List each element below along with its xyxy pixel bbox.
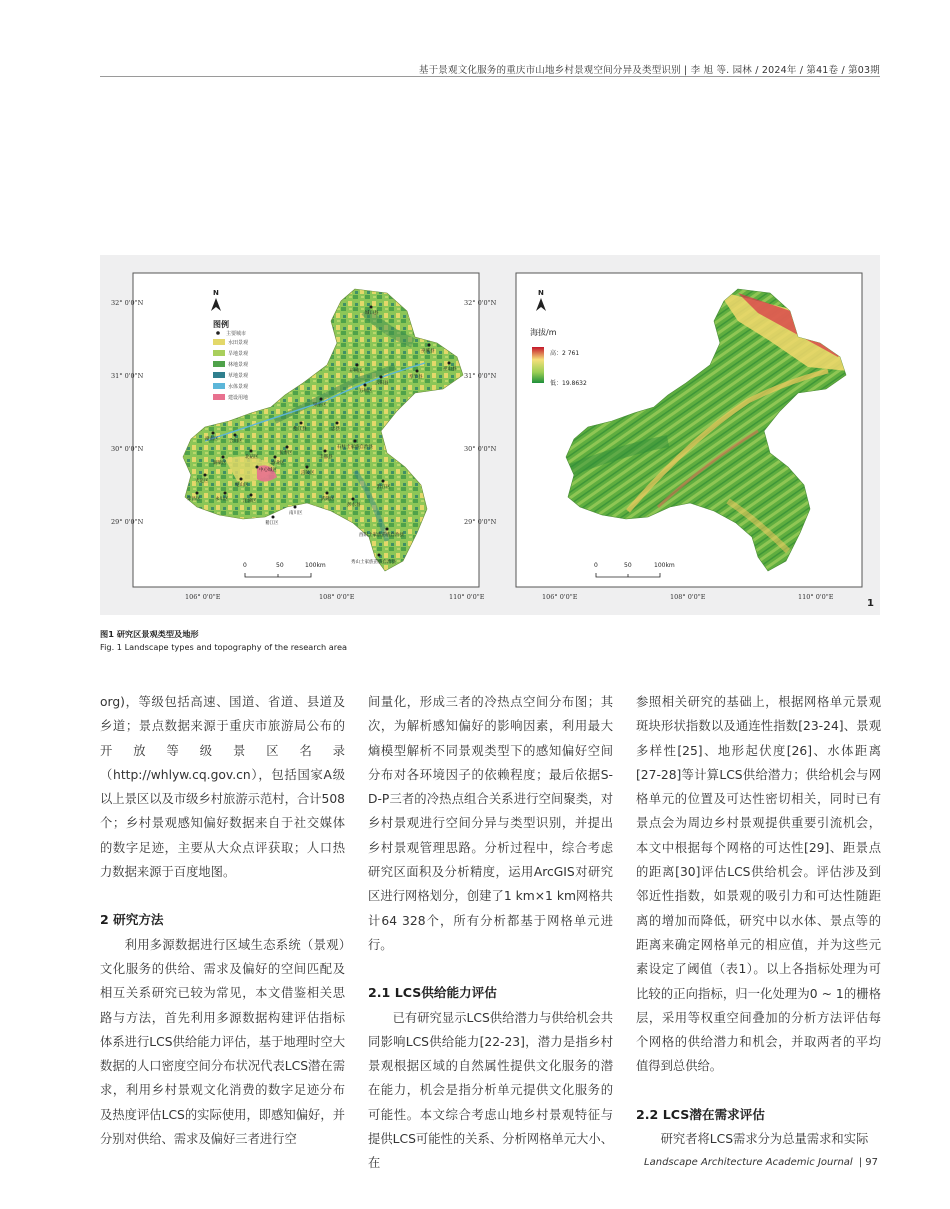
elevation-color-ramp bbox=[532, 347, 544, 383]
city-label: 长寿区 bbox=[279, 451, 293, 456]
section-heading: 2 研究方法 bbox=[100, 912, 164, 928]
scale-label-50: 50 bbox=[276, 562, 284, 569]
lat-label-32: 32° 0'0"N bbox=[111, 299, 144, 307]
legend-title: 图例 bbox=[213, 320, 229, 329]
legend-swatch bbox=[213, 350, 225, 356]
text-column-3 bbox=[636, 690, 881, 1151]
paragraph: 间量化，形成三者的冷热点空间分布图；其次，为解析感知偏好的影响因素，利用最大熵模型解析不同景观类型下的感知偏好空间分布对各环境因子的依赖程度；最后依据S-D-P三者的冷热点组合关系进行空间聚类，对乡村景观进行空间分异与类型识别，并提出乡村景观管理思路。分析过程中，综合考虑研究区面积及分析精度，运用ArcGIS对研究区进行网格划分，创建了1 km×1 km网格共计64 328个，所有分析都基于网格单元进行。 bbox=[368, 695, 613, 952]
city-label: 秀山土家族苗族自治县 bbox=[351, 560, 396, 565]
legend-swatch bbox=[213, 394, 225, 400]
landscape-map-svg bbox=[111, 271, 485, 601]
lon-label-106: 106° 0'0"E bbox=[185, 593, 221, 601]
lat-label-32: 32° 0'0"N bbox=[464, 299, 497, 307]
lat-label-29: 29° 0'0"N bbox=[464, 518, 497, 526]
city-label: 巫山县 bbox=[443, 367, 457, 372]
section-heading: 2.1 LCS供给能力评估 bbox=[368, 985, 497, 1001]
legend-item-label: 建设用地 bbox=[228, 395, 249, 401]
city-label: 武隆区 bbox=[321, 497, 335, 502]
city-label: 江津区 bbox=[243, 499, 257, 504]
city-label: 忠县 bbox=[331, 427, 340, 432]
paragraph: org)，等级包括高速、国道、省道、县道及乡道；景点数据来源于重庆市旅游局公布的开放等级景区名录（http://whlyw.cq.gov.cn），包括国家A级以上景区以及市级乡村旅游示范村，合计508个；乡村景观感知偏好数据来自于社交媒体的数字足迹，主要从大众点评获取；人口热力数据来源于百度地图。 bbox=[100, 695, 345, 880]
city-label: 大足区 bbox=[195, 479, 209, 484]
page-footer bbox=[644, 1157, 878, 1168]
city-label: 綦江区 bbox=[265, 521, 279, 526]
city-label: 垫江县 bbox=[293, 427, 307, 432]
elevation-map bbox=[464, 271, 852, 601]
figure-1 bbox=[100, 255, 880, 615]
lon-label-110: 110° 0'0"E bbox=[798, 593, 834, 601]
caption-en: Fig. 1 Landscape types and topography of the research area bbox=[100, 642, 348, 652]
lon-label-110: 110° 0'0"E bbox=[449, 593, 485, 601]
lat-label-30: 30° 0'0"N bbox=[464, 445, 497, 453]
elevation-map-svg bbox=[464, 271, 852, 601]
city-label: 渝北区 bbox=[271, 461, 285, 466]
city-label: 荣昌区 bbox=[187, 497, 201, 502]
running-header: 基于景观文化服务的重庆市山地乡村景观空间分异及类型识别 | 李 旭 等. 园林 / 2024年 / 第41卷 / 第03期 bbox=[418, 65, 880, 76]
legend-item-label: 水体景观 bbox=[228, 384, 249, 390]
scale-label-100: 100km bbox=[654, 562, 675, 569]
legend-city-symbol bbox=[216, 331, 220, 335]
paragraph: 已有研究显示LCS供给潜力与供给机会共同影响LCS供给能力[22-23]，潜力是指乡村景观根据区域的自然属性提供文化服务的潜在能力，机会是指分析单元提供文化服务的可能性。本文综合考虑山地乡村景观特征与提供LCS可能性的关系、分析网格单元大小、在 bbox=[368, 1010, 613, 1171]
legend-item-label: 水田景观 bbox=[228, 340, 249, 346]
city-label: 石柱土家族自治县 bbox=[337, 445, 373, 450]
city-label: 永川区 bbox=[215, 497, 229, 502]
elevation-low-label: 低：19.8632 bbox=[550, 380, 587, 387]
north-label: N bbox=[538, 289, 544, 297]
city-label: 奉节县 bbox=[409, 375, 423, 380]
figure-caption bbox=[100, 628, 600, 654]
legend-item-label: 林地景观 bbox=[228, 362, 249, 368]
lon-label-106: 106° 0'0"E bbox=[542, 593, 578, 601]
legend-swatch bbox=[213, 361, 225, 367]
city-label: 合川区 bbox=[229, 439, 243, 444]
legend-item-label: 主要城市 bbox=[226, 331, 247, 337]
caption-zh: 图1 研究区景观类型及地形 bbox=[100, 629, 199, 639]
legend-item-label: 草地景观 bbox=[228, 373, 249, 379]
lon-label-108: 108° 0'0"E bbox=[319, 593, 355, 601]
section-heading: 2.2 LCS潜在需求评估 bbox=[636, 1106, 765, 1122]
city-label: 黔江区 bbox=[377, 485, 391, 490]
paragraph: 利用多源数据进行区域生态系统（景观）文化服务的供给、需求及偏好的空间匹配及相互关系研究已较为常见，本文借鉴相关思路与方法，首先利用多源数据构建评估指标体系进行LCS供给能力评估，基于地理时空大数据的人口密度空间分布状况代表LCS潜在需求，利用乡村景观文化消费的数字足迹分布及热度评估LCS的实际使用，即感知偏好，并分别对供给、需求及偏好三者进行空 bbox=[100, 937, 345, 1147]
city-label: 云阳县 bbox=[375, 381, 389, 386]
city-label: 潼南区 bbox=[205, 437, 219, 442]
scale-label-50: 50 bbox=[624, 562, 632, 569]
elevation-high-label: 高：2 761 bbox=[550, 350, 580, 357]
header-rule bbox=[100, 76, 880, 77]
page-number: | 97 bbox=[858, 1157, 878, 1168]
paragraph: 参照相关研究的基础上，根据网格单元景观斑块形状指数以及通连性指数[23-24]、景观多样性[25]、地形起伏度[26]、水体距离[27-28]等计算LCS供给潜力；供给机会与网格单元的位置及可达性密切相关，同时已有景点会为周边乡村景观提供重要引流机会，本文中根据每个网格的可达性[29]、距景点的距离[30]评估LCS供给机会。评估涉及到邻近性指数，如景观的吸引力和可达性随距离的增加而降低，研究中以水体、景点等的距离来确定网格单元的相应值，并为这些元素设定了阈值（表1）。以上各指标处理为可比较的正向指标，归一化处理为0 ~ 1的栅格层，采用等权重空间叠加的分析方法评估每个网格的供给潜力和机会，并取两者的平均值得到总供给。 bbox=[636, 695, 881, 1074]
scale-label-0: 0 bbox=[594, 562, 598, 569]
city-label: 城口县 bbox=[365, 311, 379, 316]
city-label: 开州区 bbox=[349, 369, 363, 374]
elevation-legend-title: 海拔/m bbox=[530, 328, 557, 337]
legend-swatch bbox=[213, 372, 225, 378]
lat-label-29: 29° 0'0"N bbox=[111, 518, 144, 526]
city-label: 铜梁区 bbox=[213, 461, 227, 466]
city-label: 中心城区 bbox=[259, 468, 277, 473]
scale-label-0: 0 bbox=[243, 562, 247, 569]
city-label: 彭水县 bbox=[347, 503, 361, 508]
lat-label-31: 31° 0'0"N bbox=[464, 372, 497, 380]
city-label: 酉阳土家族苗族自治县 bbox=[359, 533, 404, 538]
city-label: 南川区 bbox=[289, 511, 303, 516]
north-label: N bbox=[213, 289, 219, 297]
legend-swatch bbox=[213, 339, 225, 345]
city-label: 梁平区 bbox=[313, 403, 327, 408]
journal-name: Landscape Architecture Academic Journal bbox=[644, 1157, 853, 1168]
city-label: 巫溪县 bbox=[421, 349, 435, 354]
city-label: 北碚区 bbox=[245, 455, 259, 460]
lon-label-108: 108° 0'0"E bbox=[670, 593, 706, 601]
legend-swatch bbox=[213, 383, 225, 389]
landscape-type-map bbox=[111, 271, 485, 601]
lat-label-30: 30° 0'0"N bbox=[111, 445, 144, 453]
scale-label-100: 100km bbox=[305, 562, 326, 569]
city-label: 璧山区 bbox=[235, 483, 249, 488]
legend-item-label: 旱地景观 bbox=[228, 351, 249, 357]
figure-number: 1 bbox=[867, 598, 874, 609]
city-label: 涪陵区 bbox=[301, 471, 315, 476]
city-label: 万州区 bbox=[359, 389, 373, 394]
paragraph: 研究者将LCS需求分为总量需求和实际 bbox=[660, 1132, 869, 1147]
text-column-2 bbox=[368, 690, 613, 1176]
text-column-1 bbox=[100, 690, 345, 1151]
lat-label-31: 31° 0'0"N bbox=[111, 372, 144, 380]
city-label: 丰都县 bbox=[319, 455, 333, 460]
